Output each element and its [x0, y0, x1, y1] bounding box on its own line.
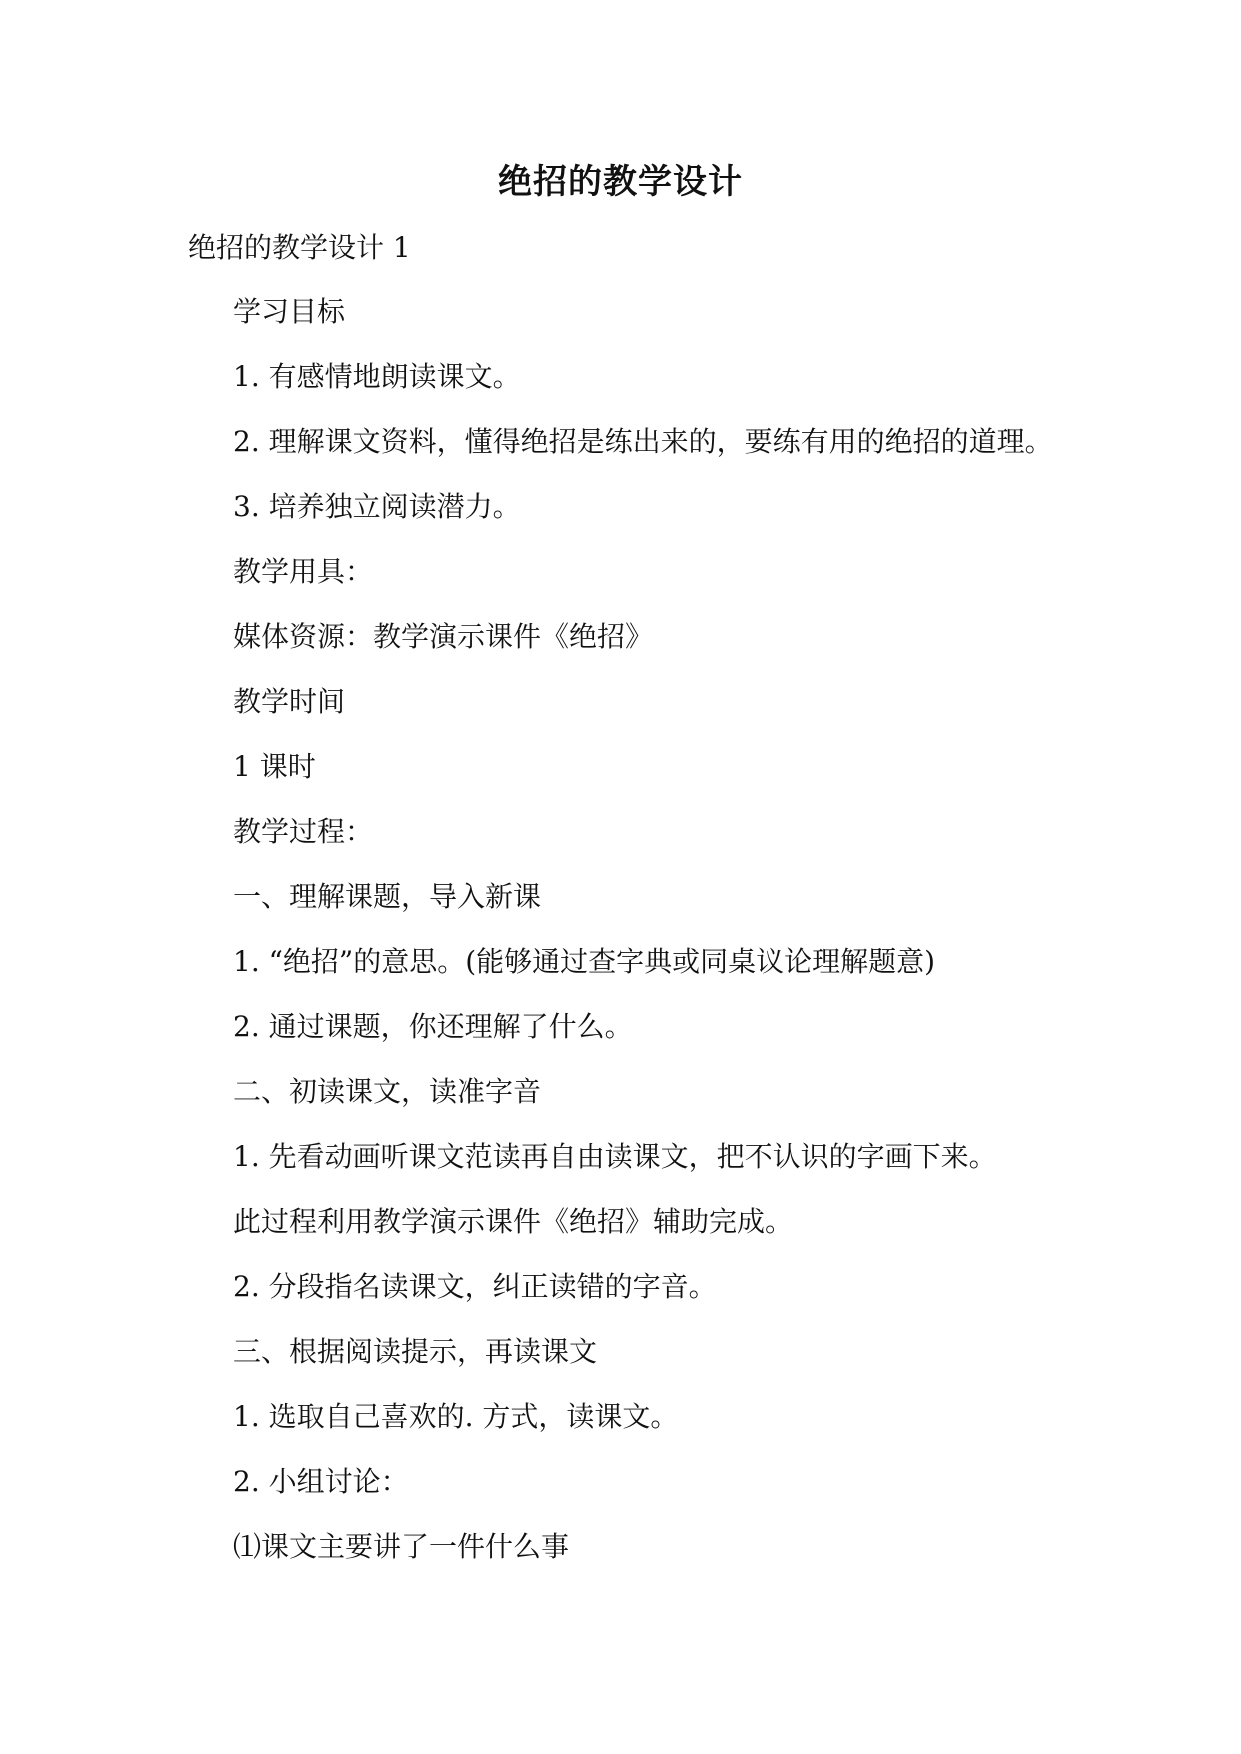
paragraph: 教学用具：: [233, 555, 374, 588]
paragraph: 媒体资源：教学演示课件《绝招》: [233, 620, 654, 653]
document-title: 绝招的教学设计: [498, 162, 743, 202]
paragraph: 此过程利用教学演示课件《绝招》辅助完成。: [233, 1205, 794, 1238]
paragraph: 2. 理解课文资料，懂得绝招是练出来的，要练有用的绝招的道理。: [233, 425, 1053, 458]
paragraph: 二、初读课文，读准字音: [233, 1075, 542, 1108]
section-heading: 绝招的教学设计 1: [188, 231, 411, 264]
paragraph: 1 课时: [233, 750, 316, 783]
paragraph: 2. 通过课题，你还理解了什么。: [233, 1010, 633, 1043]
paragraph: 学习目标: [233, 295, 346, 328]
paragraph: 2. 小组讨论：: [233, 1465, 409, 1498]
paragraph: 教学过程：: [233, 815, 374, 848]
paragraph: 1. “绝招”的意思。(能够通过查字典或同桌议论理解题意): [233, 945, 936, 978]
paragraph: 3. 培养独立阅读潜力。: [233, 490, 521, 523]
paragraph: 1. 有感情地朗读课文。: [233, 360, 521, 393]
paragraph: 1. 选取自己喜欢的. 方式，读课文。: [233, 1400, 679, 1433]
paragraph: 三、根据阅读提示，再读课文: [233, 1335, 598, 1368]
paragraph: ⑴课文主要讲了一件什么事: [233, 1530, 570, 1563]
paragraph: 1. 先看动画听课文范读再自由读课文，把不认识的字画下来。: [233, 1140, 997, 1173]
paragraph: 教学时间: [233, 685, 346, 718]
paragraph: 2. 分段指名读课文，纠正读错的字音。: [233, 1270, 717, 1303]
paragraph: 一、理解课题，导入新课: [233, 880, 542, 913]
body-paragraphs: [233, 292, 1053, 1592]
